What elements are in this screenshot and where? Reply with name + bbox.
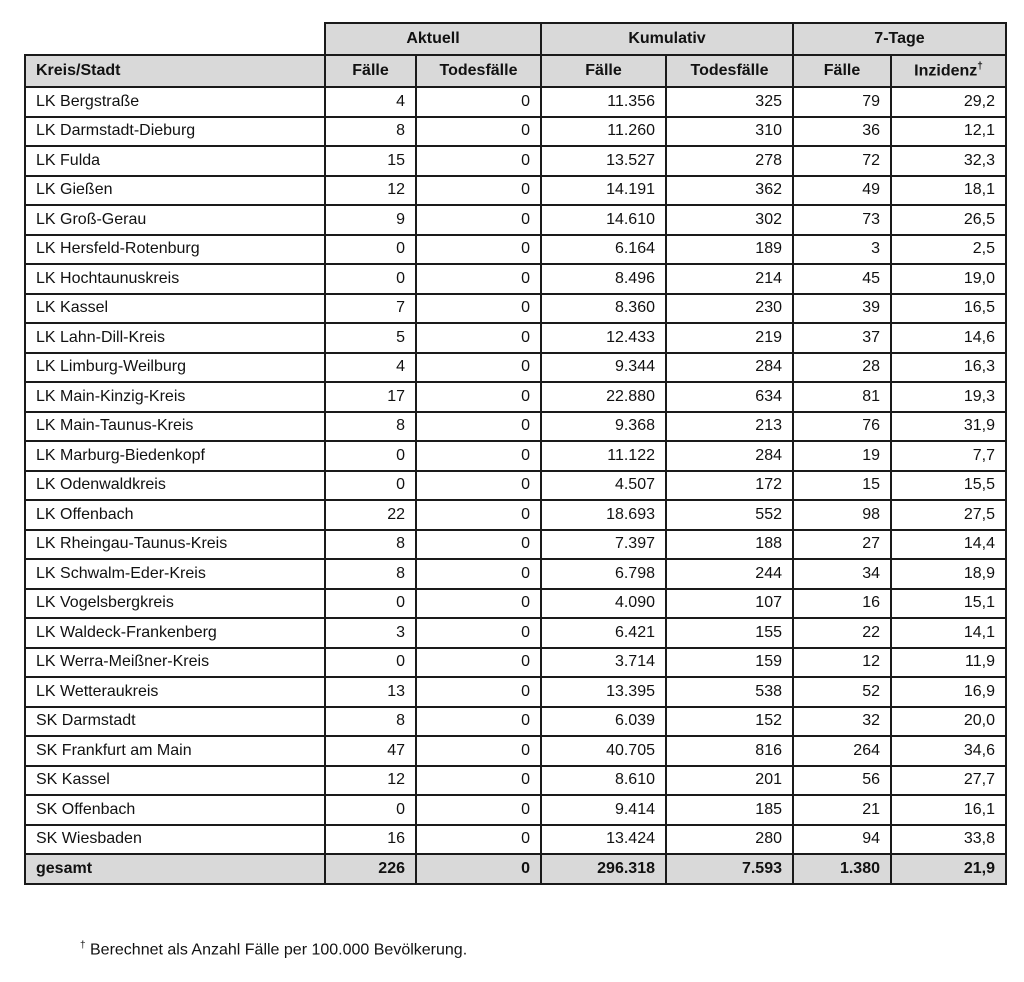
cell-7tage-faelle: 52 bbox=[793, 677, 891, 707]
cell-kumulativ-todesfaelle: 284 bbox=[666, 353, 793, 383]
cell-aktuell-todesfaelle: 0 bbox=[416, 854, 541, 884]
cell-kumulativ-faelle: 9.414 bbox=[541, 795, 666, 825]
cell-region: LK Rheingau-Taunus-Kreis bbox=[25, 530, 325, 560]
cell-kumulativ-faelle: 8.610 bbox=[541, 766, 666, 796]
cell-kumulativ-todesfaelle: 7.593 bbox=[666, 854, 793, 884]
cell-kumulativ-todesfaelle: 159 bbox=[666, 648, 793, 678]
cell-kumulativ-faelle: 6.039 bbox=[541, 707, 666, 737]
cell-7tage-faelle: 98 bbox=[793, 500, 891, 530]
table-row bbox=[25, 766, 1006, 796]
cell-region: SK Frankfurt am Main bbox=[25, 736, 325, 766]
cell-7tage-faelle: 34 bbox=[793, 559, 891, 589]
cell-region: SK Kassel bbox=[25, 766, 325, 796]
cell-kumulativ-todesfaelle: 325 bbox=[666, 87, 793, 117]
cell-region: LK Fulda bbox=[25, 146, 325, 176]
cell-7tage-faelle: 3 bbox=[793, 235, 891, 265]
table-row bbox=[25, 117, 1006, 147]
cell-7tage-faelle: 15 bbox=[793, 471, 891, 501]
cell-7tage-inzidenz: 16,3 bbox=[891, 353, 1006, 383]
cell-kumulativ-faelle: 12.433 bbox=[541, 323, 666, 353]
cell-aktuell-todesfaelle: 0 bbox=[416, 648, 541, 678]
cell-region: LK Limburg-Weilburg bbox=[25, 353, 325, 383]
cell-aktuell-faelle: 3 bbox=[325, 618, 416, 648]
cell-kumulativ-todesfaelle: 230 bbox=[666, 294, 793, 324]
cell-aktuell-todesfaelle: 0 bbox=[416, 353, 541, 383]
cell-aktuell-faelle: 0 bbox=[325, 471, 416, 501]
table-row bbox=[25, 353, 1006, 383]
cell-7tage-faelle: 81 bbox=[793, 382, 891, 412]
cell-kumulativ-faelle: 6.798 bbox=[541, 559, 666, 589]
cell-aktuell-todesfaelle: 0 bbox=[416, 87, 541, 117]
cell-7tage-inzidenz: 2,5 bbox=[891, 235, 1006, 265]
table-row bbox=[25, 530, 1006, 560]
table-row bbox=[25, 795, 1006, 825]
cell-kumulativ-todesfaelle: 816 bbox=[666, 736, 793, 766]
footnote-text: Berechnet als Anzahl Fälle per 100.000 Bevölkerung. bbox=[85, 941, 468, 959]
cell-kumulativ-todesfaelle: 278 bbox=[666, 146, 793, 176]
cell-kumulativ-todesfaelle: 188 bbox=[666, 530, 793, 560]
table-row bbox=[25, 500, 1006, 530]
table-row bbox=[25, 618, 1006, 648]
cell-aktuell-faelle: 9 bbox=[325, 205, 416, 235]
cell-aktuell-faelle: 15 bbox=[325, 146, 416, 176]
table-row bbox=[25, 382, 1006, 412]
cell-kumulativ-todesfaelle: 244 bbox=[666, 559, 793, 589]
cell-kumulativ-faelle: 40.705 bbox=[541, 736, 666, 766]
cell-kumulativ-todesfaelle: 185 bbox=[666, 795, 793, 825]
cell-7tage-faelle: 94 bbox=[793, 825, 891, 855]
cell-region: LK Schwalm-Eder-Kreis bbox=[25, 559, 325, 589]
cell-7tage-inzidenz: 14,6 bbox=[891, 323, 1006, 353]
column-header-kumulativ-faelle: Fälle bbox=[541, 55, 666, 87]
cell-region: SK Darmstadt bbox=[25, 707, 325, 737]
cell-7tage-inzidenz: 29,2 bbox=[891, 87, 1006, 117]
cell-aktuell-todesfaelle: 0 bbox=[416, 117, 541, 147]
cell-aktuell-todesfaelle: 0 bbox=[416, 294, 541, 324]
cell-kumulativ-faelle: 22.880 bbox=[541, 382, 666, 412]
group-header-7-tage: 7-Tage bbox=[793, 23, 1006, 55]
cell-aktuell-faelle: 226 bbox=[325, 854, 416, 884]
cell-aktuell-faelle: 17 bbox=[325, 382, 416, 412]
cell-aktuell-faelle: 4 bbox=[325, 353, 416, 383]
cell-7tage-faelle: 39 bbox=[793, 294, 891, 324]
cell-aktuell-todesfaelle: 0 bbox=[416, 500, 541, 530]
cell-kumulativ-faelle: 4.507 bbox=[541, 471, 666, 501]
cell-aktuell-faelle: 47 bbox=[325, 736, 416, 766]
cell-aktuell-faelle: 0 bbox=[325, 648, 416, 678]
cell-kumulativ-todesfaelle: 219 bbox=[666, 323, 793, 353]
cell-kumulativ-faelle: 9.368 bbox=[541, 412, 666, 442]
table-row bbox=[25, 87, 1006, 117]
table-body bbox=[25, 87, 1006, 884]
cell-7tage-inzidenz: 19,3 bbox=[891, 382, 1006, 412]
group-header-aktuell: Aktuell bbox=[325, 23, 541, 55]
cell-kumulativ-todesfaelle: 201 bbox=[666, 766, 793, 796]
cell-region: LK Gießen bbox=[25, 176, 325, 206]
cell-region: LK Wetteraukreis bbox=[25, 677, 325, 707]
cell-aktuell-faelle: 0 bbox=[325, 589, 416, 619]
cell-aktuell-todesfaelle: 0 bbox=[416, 736, 541, 766]
cell-aktuell-todesfaelle: 0 bbox=[416, 412, 541, 442]
total-row bbox=[25, 854, 1006, 884]
column-header-aktuell-todesfaelle: Todesfälle bbox=[416, 55, 541, 87]
cell-kumulativ-todesfaelle: 213 bbox=[666, 412, 793, 442]
cell-kumulativ-faelle: 6.421 bbox=[541, 618, 666, 648]
cell-aktuell-faelle: 0 bbox=[325, 795, 416, 825]
cell-aktuell-todesfaelle: 0 bbox=[416, 235, 541, 265]
cell-kumulativ-faelle: 3.714 bbox=[541, 648, 666, 678]
cell-aktuell-faelle: 8 bbox=[325, 559, 416, 589]
cell-kumulativ-todesfaelle: 107 bbox=[666, 589, 793, 619]
cell-7tage-inzidenz: 15,5 bbox=[891, 471, 1006, 501]
cell-7tage-faelle: 22 bbox=[793, 618, 891, 648]
cell-kumulativ-todesfaelle: 189 bbox=[666, 235, 793, 265]
cell-7tage-inzidenz: 31,9 bbox=[891, 412, 1006, 442]
cell-aktuell-todesfaelle: 0 bbox=[416, 205, 541, 235]
cell-7tage-inzidenz: 14,4 bbox=[891, 530, 1006, 560]
cell-kumulativ-todesfaelle: 552 bbox=[666, 500, 793, 530]
cell-region: LK Waldeck-Frankenberg bbox=[25, 618, 325, 648]
cell-aktuell-todesfaelle: 0 bbox=[416, 471, 541, 501]
cell-aktuell-faelle: 22 bbox=[325, 500, 416, 530]
cell-kumulativ-faelle: 11.356 bbox=[541, 87, 666, 117]
table-row bbox=[25, 559, 1006, 589]
cell-7tage-faelle: 37 bbox=[793, 323, 891, 353]
cell-aktuell-todesfaelle: 0 bbox=[416, 707, 541, 737]
cell-region: LK Hochtaunuskreis bbox=[25, 264, 325, 294]
cell-7tage-faelle: 19 bbox=[793, 441, 891, 471]
cell-aktuell-faelle: 12 bbox=[325, 176, 416, 206]
cell-7tage-inzidenz: 18,9 bbox=[891, 559, 1006, 589]
table-row bbox=[25, 264, 1006, 294]
cell-kumulativ-faelle: 14.610 bbox=[541, 205, 666, 235]
dagger-mark: † bbox=[977, 61, 983, 73]
footnote bbox=[80, 940, 467, 959]
cell-aktuell-faelle: 12 bbox=[325, 766, 416, 796]
cell-kumulativ-faelle: 4.090 bbox=[541, 589, 666, 619]
table-row bbox=[25, 176, 1006, 206]
column-header-kumulativ-todesfaelle: Todesfälle bbox=[666, 55, 793, 87]
cell-7tage-faelle: 32 bbox=[793, 707, 891, 737]
cell-7tage-inzidenz: 18,1 bbox=[891, 176, 1006, 206]
cell-aktuell-faelle: 0 bbox=[325, 235, 416, 265]
cell-region: LK Marburg-Biedenkopf bbox=[25, 441, 325, 471]
table-row bbox=[25, 441, 1006, 471]
cell-7tage-inzidenz: 19,0 bbox=[891, 264, 1006, 294]
footnote-dagger: † bbox=[80, 940, 86, 951]
cell-7tage-inzidenz: 33,8 bbox=[891, 825, 1006, 855]
cell-7tage-faelle: 16 bbox=[793, 589, 891, 619]
cell-region: SK Offenbach bbox=[25, 795, 325, 825]
cell-kumulativ-todesfaelle: 538 bbox=[666, 677, 793, 707]
table-row bbox=[25, 146, 1006, 176]
cell-aktuell-todesfaelle: 0 bbox=[416, 825, 541, 855]
cell-aktuell-faelle: 7 bbox=[325, 294, 416, 324]
table-row bbox=[25, 205, 1006, 235]
cell-kumulativ-faelle: 13.527 bbox=[541, 146, 666, 176]
cell-7tage-inzidenz: 14,1 bbox=[891, 618, 1006, 648]
cell-aktuell-faelle: 8 bbox=[325, 412, 416, 442]
cell-kumulativ-todesfaelle: 280 bbox=[666, 825, 793, 855]
cell-region: LK Vogelsbergkreis bbox=[25, 589, 325, 619]
cell-7tage-faelle: 72 bbox=[793, 146, 891, 176]
cell-aktuell-todesfaelle: 0 bbox=[416, 589, 541, 619]
cell-aktuell-todesfaelle: 0 bbox=[416, 677, 541, 707]
table-row bbox=[25, 707, 1006, 737]
table-row bbox=[25, 471, 1006, 501]
cell-kumulativ-todesfaelle: 284 bbox=[666, 441, 793, 471]
cell-7tage-faelle: 45 bbox=[793, 264, 891, 294]
cell-kumulativ-faelle: 8.496 bbox=[541, 264, 666, 294]
cell-aktuell-todesfaelle: 0 bbox=[416, 618, 541, 648]
cell-region: LK Main-Kinzig-Kreis bbox=[25, 382, 325, 412]
column-header-region: Kreis/Stadt bbox=[25, 55, 325, 87]
cell-kumulativ-faelle: 11.260 bbox=[541, 117, 666, 147]
cell-region: LK Lahn-Dill-Kreis bbox=[25, 323, 325, 353]
cell-kumulativ-faelle: 13.424 bbox=[541, 825, 666, 855]
cell-aktuell-todesfaelle: 0 bbox=[416, 176, 541, 206]
cell-aktuell-faelle: 8 bbox=[325, 117, 416, 147]
cell-kumulativ-todesfaelle: 152 bbox=[666, 707, 793, 737]
cell-7tage-faelle: 21 bbox=[793, 795, 891, 825]
table-row bbox=[25, 825, 1006, 855]
table-row bbox=[25, 589, 1006, 619]
covid-cases-table bbox=[24, 22, 1007, 885]
cell-kumulativ-todesfaelle: 214 bbox=[666, 264, 793, 294]
cell-7tage-inzidenz: 15,1 bbox=[891, 589, 1006, 619]
cell-7tage-inzidenz: 7,7 bbox=[891, 441, 1006, 471]
cell-aktuell-todesfaelle: 0 bbox=[416, 559, 541, 589]
cell-region: LK Odenwaldkreis bbox=[25, 471, 325, 501]
cell-kumulativ-todesfaelle: 172 bbox=[666, 471, 793, 501]
table-row bbox=[25, 294, 1006, 324]
table-row bbox=[25, 648, 1006, 678]
cell-kumulativ-faelle: 18.693 bbox=[541, 500, 666, 530]
cell-7tage-inzidenz: 11,9 bbox=[891, 648, 1006, 678]
cell-7tage-faelle: 76 bbox=[793, 412, 891, 442]
cell-7tage-faelle: 79 bbox=[793, 87, 891, 117]
cell-7tage-inzidenz: 32,3 bbox=[891, 146, 1006, 176]
cell-aktuell-faelle: 8 bbox=[325, 530, 416, 560]
cell-region: LK Main-Taunus-Kreis bbox=[25, 412, 325, 442]
cell-aktuell-faelle: 16 bbox=[325, 825, 416, 855]
cell-aktuell-faelle: 0 bbox=[325, 264, 416, 294]
cell-7tage-faelle: 73 bbox=[793, 205, 891, 235]
column-header-aktuell-faelle: Fälle bbox=[325, 55, 416, 87]
cell-kumulativ-faelle: 13.395 bbox=[541, 677, 666, 707]
cell-aktuell-faelle: 13 bbox=[325, 677, 416, 707]
cell-aktuell-todesfaelle: 0 bbox=[416, 382, 541, 412]
cell-aktuell-todesfaelle: 0 bbox=[416, 441, 541, 471]
cell-kumulativ-faelle: 7.397 bbox=[541, 530, 666, 560]
cell-region: gesamt bbox=[25, 854, 325, 884]
cell-region: LK Hersfeld-Rotenburg bbox=[25, 235, 325, 265]
cell-7tage-inzidenz: 12,1 bbox=[891, 117, 1006, 147]
cell-7tage-inzidenz: 21,9 bbox=[891, 854, 1006, 884]
cell-7tage-inzidenz: 16,1 bbox=[891, 795, 1006, 825]
cell-7tage-faelle: 1.380 bbox=[793, 854, 891, 884]
cell-aktuell-todesfaelle: 0 bbox=[416, 530, 541, 560]
cell-7tage-faelle: 12 bbox=[793, 648, 891, 678]
cell-7tage-faelle: 28 bbox=[793, 353, 891, 383]
column-header-7tage-faelle: Fälle bbox=[793, 55, 891, 87]
cell-aktuell-faelle: 8 bbox=[325, 707, 416, 737]
cell-aktuell-faelle: 5 bbox=[325, 323, 416, 353]
cell-7tage-faelle: 36 bbox=[793, 117, 891, 147]
cell-kumulativ-todesfaelle: 634 bbox=[666, 382, 793, 412]
group-header-blank bbox=[25, 23, 325, 55]
cell-kumulativ-todesfaelle: 302 bbox=[666, 205, 793, 235]
cell-7tage-inzidenz: 16,9 bbox=[891, 677, 1006, 707]
cell-aktuell-faelle: 0 bbox=[325, 441, 416, 471]
cell-kumulativ-faelle: 11.122 bbox=[541, 441, 666, 471]
cell-region: LK Werra-Meißner-Kreis bbox=[25, 648, 325, 678]
inzidenz-label: Inzidenz bbox=[914, 62, 978, 80]
cell-region: LK Kassel bbox=[25, 294, 325, 324]
cell-region: LK Groß-Gerau bbox=[25, 205, 325, 235]
table-row bbox=[25, 412, 1006, 442]
cell-aktuell-todesfaelle: 0 bbox=[416, 766, 541, 796]
table-row bbox=[25, 323, 1006, 353]
table-row bbox=[25, 677, 1006, 707]
cell-7tage-faelle: 49 bbox=[793, 176, 891, 206]
cell-aktuell-faelle: 4 bbox=[325, 87, 416, 117]
cell-kumulativ-faelle: 6.164 bbox=[541, 235, 666, 265]
cell-region: LK Darmstadt-Dieburg bbox=[25, 117, 325, 147]
cell-kumulativ-faelle: 14.191 bbox=[541, 176, 666, 206]
table-row bbox=[25, 235, 1006, 265]
cell-kumulativ-faelle: 8.360 bbox=[541, 294, 666, 324]
cell-7tage-faelle: 264 bbox=[793, 736, 891, 766]
cell-aktuell-todesfaelle: 0 bbox=[416, 264, 541, 294]
cell-7tage-inzidenz: 26,5 bbox=[891, 205, 1006, 235]
group-header-kumulativ: Kumulativ bbox=[541, 23, 793, 55]
cell-region: SK Wiesbaden bbox=[25, 825, 325, 855]
cell-region: LK Offenbach bbox=[25, 500, 325, 530]
column-header-row bbox=[25, 55, 1006, 87]
cell-aktuell-todesfaelle: 0 bbox=[416, 795, 541, 825]
cell-7tage-inzidenz: 34,6 bbox=[891, 736, 1006, 766]
column-header-7tage-inzidenz bbox=[891, 55, 1006, 87]
cell-7tage-inzidenz: 16,5 bbox=[891, 294, 1006, 324]
cell-kumulativ-todesfaelle: 362 bbox=[666, 176, 793, 206]
cell-aktuell-todesfaelle: 0 bbox=[416, 146, 541, 176]
cell-kumulativ-todesfaelle: 310 bbox=[666, 117, 793, 147]
cell-aktuell-todesfaelle: 0 bbox=[416, 323, 541, 353]
table-row bbox=[25, 736, 1006, 766]
cell-kumulativ-todesfaelle: 155 bbox=[666, 618, 793, 648]
cell-7tage-inzidenz: 27,5 bbox=[891, 500, 1006, 530]
cell-kumulativ-faelle: 296.318 bbox=[541, 854, 666, 884]
cell-region: LK Bergstraße bbox=[25, 87, 325, 117]
group-header-row bbox=[25, 23, 1006, 55]
cell-kumulativ-faelle: 9.344 bbox=[541, 353, 666, 383]
cell-7tage-faelle: 27 bbox=[793, 530, 891, 560]
cell-7tage-inzidenz: 27,7 bbox=[891, 766, 1006, 796]
cell-7tage-inzidenz: 20,0 bbox=[891, 707, 1006, 737]
cell-7tage-faelle: 56 bbox=[793, 766, 891, 796]
